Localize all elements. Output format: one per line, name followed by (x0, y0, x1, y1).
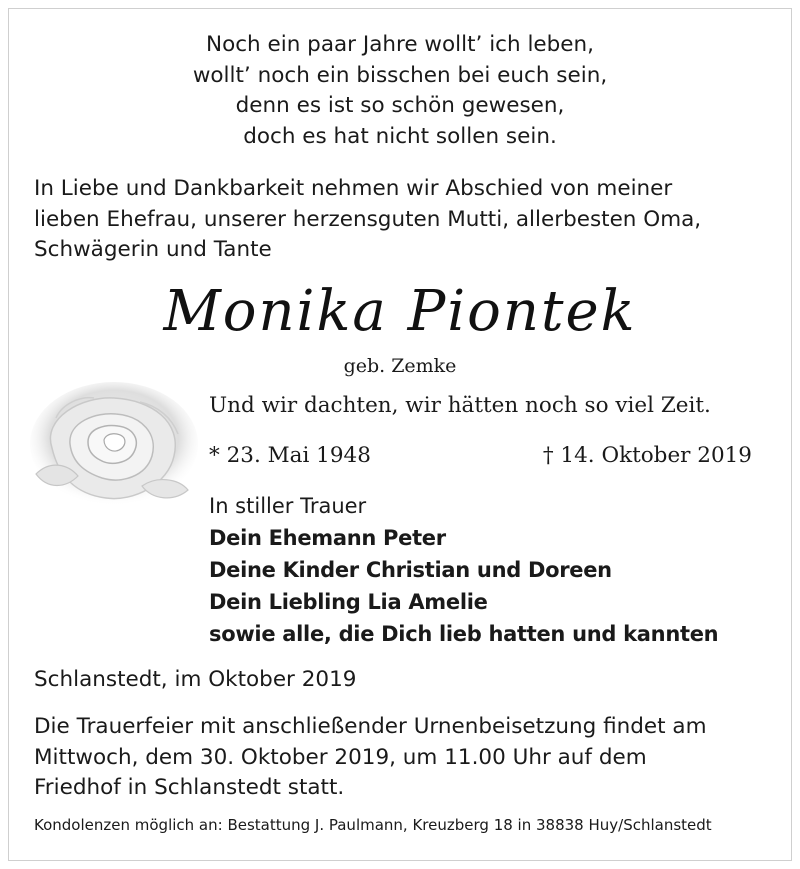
farewell-line: lieben Ehefrau, unserer herzensguten Mutti, allerbesten Oma, (34, 206, 702, 232)
poem (0, 30, 800, 152)
mourner-line: Dein Ehemann Peter (209, 526, 446, 550)
deceased-name: Monika Piontek (163, 279, 637, 344)
poem-line: denn es ist so schön gewesen, (235, 93, 565, 118)
mourners-heading: In stiller Trauer (209, 494, 367, 518)
mourner-line: Deine Kinder Christian und Doreen (209, 558, 612, 582)
funeral-line: Die Trauerfeier mit anschließender Urnenbeisetzung findet am (34, 714, 707, 739)
poem-line: Noch ein paar Jahre wollt’ ich leben, (206, 32, 594, 57)
mourner-line: Dein Liebling Lia Amelie (209, 590, 488, 614)
quote: Und wir dachten, wir hätten noch so viel Zeit. (209, 393, 711, 418)
poem-line: doch es hat nicht sollen sein. (243, 123, 557, 149)
mourner-line: sowie alle, die Dich lieb hatten und kannten (209, 622, 719, 646)
funeral-line: Mittwoch, dem 30. Oktober 2019, um 11.00 Uhr auf dem (34, 744, 647, 770)
birth-date: * 23. Mai 1948 (209, 443, 371, 468)
funeral-info (34, 712, 774, 804)
farewell-line: In Liebe und Dankbarkeit nehmen wir Abschied von meiner (34, 176, 673, 201)
farewell-text (34, 174, 774, 266)
rose-icon (22, 378, 200, 516)
farewell-line: Schwägerin und Tante (34, 237, 272, 262)
poem-line: wollt’ noch ein bisschen bei euch sein, (192, 62, 608, 88)
condolences-info: Kondolenzen möglich an: Bestattung J. Paulmann, Kreuzberg 18 in 38838 Huy/Schlanstedt (34, 816, 712, 834)
funeral-line: Friedhof in Schlanstedt statt. (34, 775, 345, 800)
death-date: † 14. Oktober 2019 (542, 443, 752, 468)
mourners (209, 490, 718, 650)
place-date: Schlanstedt, im Oktober 2019 (34, 667, 357, 692)
born-name: geb. Zemke (343, 355, 457, 377)
